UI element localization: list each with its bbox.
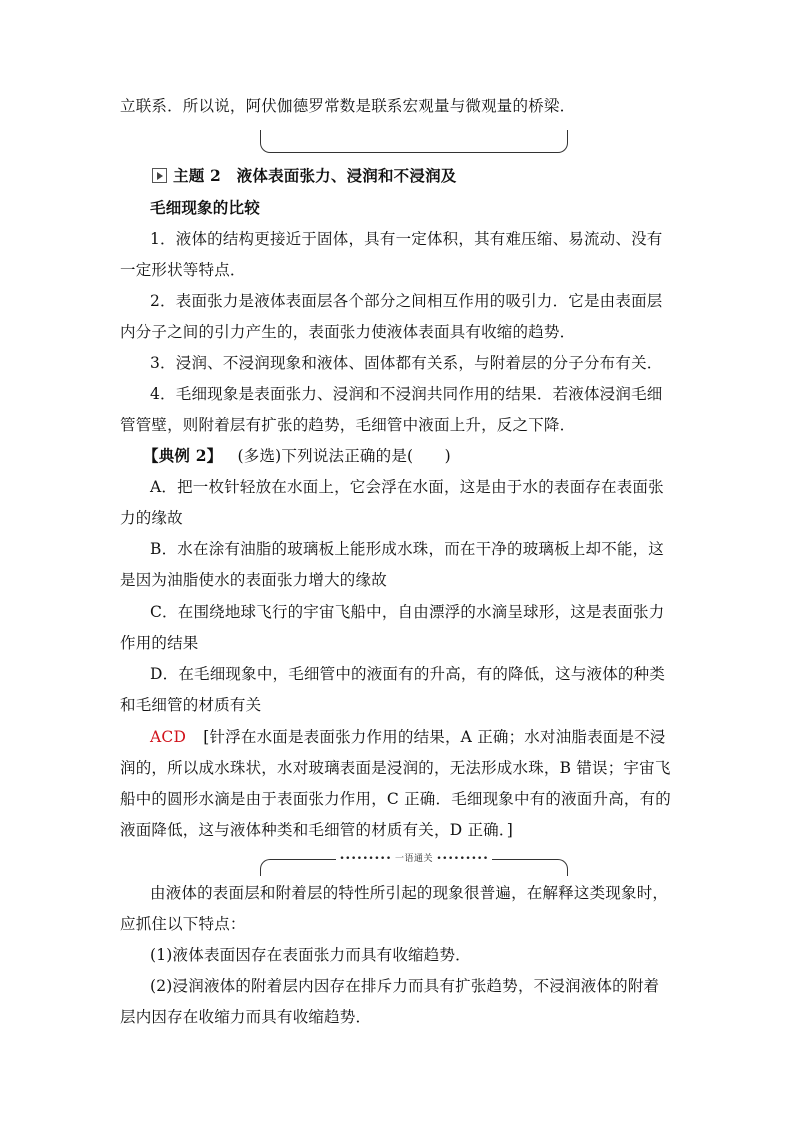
- option-c-cont: 作用的结果: [120, 634, 199, 652]
- section-divider-bracket: [260, 130, 568, 153]
- answer-explanation: [针浮在水面是表面张力作用的结果，A 正确；水对油脂表面是不浸: [203, 728, 666, 746]
- summary-text: 由液体的表面层和附着层的特性所引起的现象很普遍，在解释这类现象时，: [150, 884, 669, 902]
- summary-bracket: [260, 854, 568, 876]
- point-2-cont: 内分子之间的引力产生的，表面张力使液体表面具有收缩的趋势．: [120, 323, 576, 341]
- answer-line-3: 船中的圆形水滴是由于表面张力作用，C 正确．毛细现象中有的液面升高，有的: [120, 790, 671, 808]
- answer-line-2: 润的，所以成水珠状，水对玻璃表面是浸润的，无法形成水珠，B 错误；宇宙飞: [120, 759, 671, 777]
- option-a: A．把一枚针轻放在水面上，它会浮在水面，这是由于水的表面存在表面张: [150, 478, 664, 496]
- example-label: 【典例 2】: [143, 446, 223, 465]
- option-b: B．水在涂有油脂的玻璃板上能形成水珠，而在干净的玻璃板上却不能，这: [150, 540, 664, 558]
- answer-key: ACD: [150, 728, 187, 746]
- summary-item-1: (1)液体表面因存在表面张力而具有收缩趋势．: [150, 946, 471, 964]
- summary-text-cont: 应抓住以下特点：: [120, 915, 246, 933]
- option-c: C．在围绕地球飞行的宇宙飞船中，自由漂浮的水滴呈球形，这是表面张力: [150, 603, 665, 621]
- play-icon: [152, 168, 167, 183]
- point-3: 3．浸润、不浸润现象和液体、固体都有关系，与附着层的分子分布有关．: [150, 354, 663, 372]
- point-1-cont: 一定形状等特点．: [120, 261, 246, 279]
- example-question: (多选)下列说法正确的是( ): [237, 447, 451, 465]
- option-a-cont: 力的缘故: [120, 509, 183, 527]
- point-2: 2．表面张力是液体表面层各个部分之间相互作用的吸引力．它是由表面层: [150, 292, 663, 310]
- point-1: 1．液体的结构更接近于固体，具有一定体积，其有难压缩、易流动、没有: [150, 230, 663, 248]
- option-d-cont: 和毛细管的材质有关: [120, 696, 262, 714]
- answer-first-line: [150, 727, 666, 747]
- intro-text: 立联系．所以说，阿伏伽德罗常数是联系宏观量与微观量的桥梁．: [120, 97, 576, 115]
- point-4-cont: 管管壁，则附着层有扩张的趋势，毛细管中液面上升，反之下降．: [120, 416, 576, 434]
- option-d: D．在毛细现象中，毛细管中的液面有的升高，有的降低，这与液体的种类: [150, 665, 666, 683]
- topic-title-continued: 毛细现象的比较: [150, 198, 260, 217]
- topic-title: 主题 2 液体表面张力、浸润和不浸润及: [173, 166, 457, 185]
- example-heading: [143, 446, 451, 466]
- option-b-cont: 是因为油脂使水的表面张力增大的缘故: [120, 571, 387, 589]
- answer-line-4: 液面降低，这与液体种类和毛细管的材质有关，D 正确．]: [120, 821, 514, 839]
- summary-label: ••••••••• 一语通关 •••••••••: [336, 854, 491, 864]
- point-4: 4．毛细现象是表面张力、浸润和不浸润共同作用的结果．若液体浸润毛细: [150, 385, 663, 403]
- summary-item-2-cont: 层内因存在收缩力而具有收缩趋势．: [120, 1008, 372, 1026]
- summary-item-2: (2)浸润液体的附着层内因存在排斥力而具有扩张趋势，不浸润液体的附着: [150, 977, 660, 995]
